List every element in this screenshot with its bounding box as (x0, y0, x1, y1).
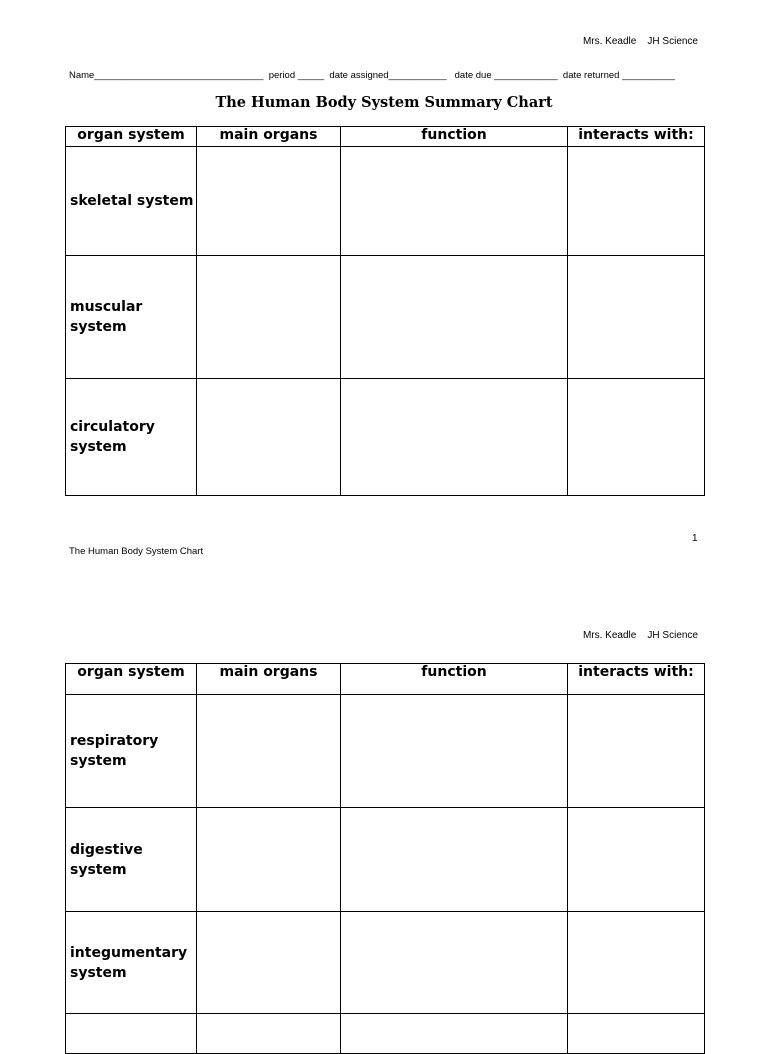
col-function: function (341, 664, 568, 695)
row-system-label: digestive system (66, 808, 197, 912)
page-number: 1 (692, 533, 698, 544)
page2-header (583, 630, 698, 641)
function-cell[interactable] (341, 1014, 568, 1054)
row-system-label: integumentary system (66, 912, 197, 1014)
name-line: Name________________________________ period _____ date assigned___________ date due ____________ date returned __________ (69, 70, 675, 81)
interacts-cell[interactable] (568, 695, 705, 808)
table-row (66, 379, 705, 496)
main-organs-cell[interactable] (197, 1014, 341, 1054)
table-row (66, 912, 705, 1014)
interacts-cell[interactable] (568, 808, 705, 912)
function-cell[interactable] (341, 256, 568, 379)
function-cell[interactable] (341, 912, 568, 1014)
interacts-cell[interactable] (568, 1014, 705, 1054)
main-organs-cell[interactable] (197, 808, 341, 912)
row-system-cell[interactable] (66, 1014, 197, 1054)
col-organ-system: organ system (66, 127, 197, 147)
main-organs-cell[interactable] (197, 379, 341, 496)
function-cell[interactable] (341, 147, 568, 256)
interacts-cell[interactable] (568, 147, 705, 256)
subject-name: JH Science (647, 36, 698, 47)
main-organs-cell[interactable] (197, 912, 341, 1014)
table-row (66, 695, 705, 808)
col-interacts-with: interacts with: (568, 127, 705, 147)
function-cell[interactable] (341, 808, 568, 912)
function-cell[interactable] (341, 695, 568, 808)
page-footer: The Human Body System Chart (69, 546, 204, 557)
page-title: The Human Body System Summary Chart (215, 94, 553, 111)
main-organs-cell[interactable] (197, 695, 341, 808)
interacts-cell[interactable] (568, 912, 705, 1014)
table-row (66, 256, 705, 379)
teacher-name: Mrs. Keadle (582, 36, 637, 47)
header-row (66, 664, 705, 695)
table-row (66, 1014, 705, 1054)
summary-chart-page1 (65, 126, 705, 496)
header-row (66, 127, 705, 147)
summary-chart-page2 (65, 663, 705, 1054)
interacts-cell[interactable] (568, 379, 705, 496)
col-function: function (341, 127, 568, 147)
page1-header (583, 36, 698, 47)
col-main-organs: main organs (197, 664, 341, 695)
row-system-label: skeletal system (66, 147, 197, 256)
function-cell[interactable] (341, 379, 568, 496)
interacts-cell[interactable] (568, 256, 705, 379)
main-organs-cell[interactable] (197, 147, 341, 256)
table-row (66, 147, 705, 256)
subject-name: JH Science (647, 630, 698, 641)
col-main-organs: main organs (197, 127, 341, 147)
row-system-label: muscular system (66, 256, 197, 379)
col-organ-system: organ system (66, 664, 197, 695)
row-system-label: circulatory system (66, 379, 197, 496)
table-row (66, 808, 705, 912)
main-organs-cell[interactable] (197, 256, 341, 379)
col-interacts-with: interacts with: (568, 664, 705, 695)
row-system-label: respiratory system (66, 695, 197, 808)
teacher-name: Mrs. Keadle (582, 630, 637, 641)
